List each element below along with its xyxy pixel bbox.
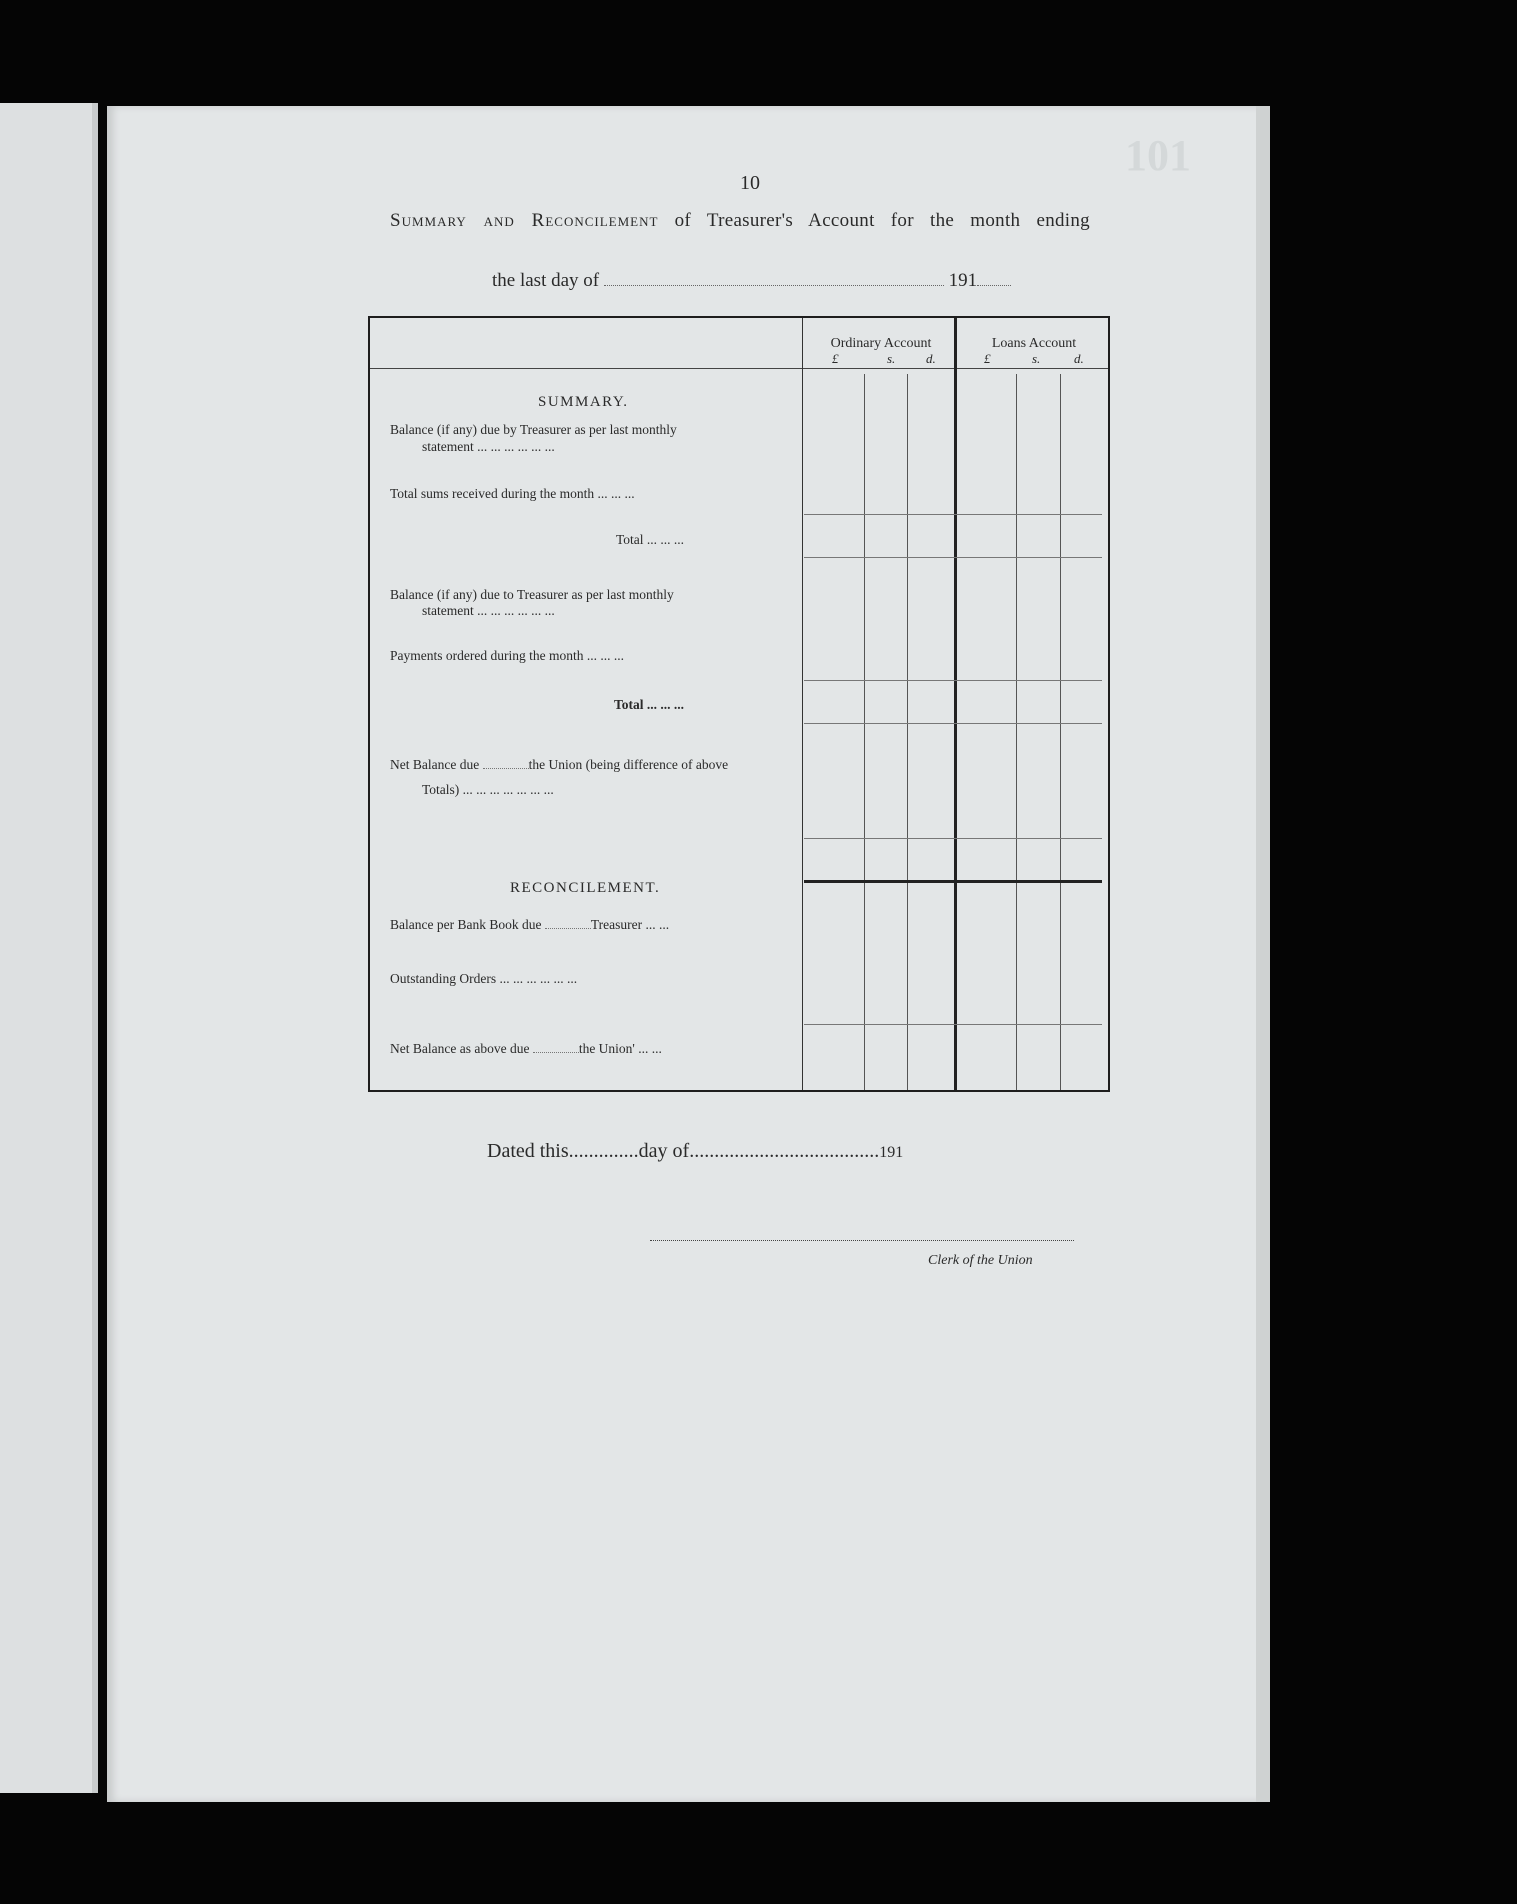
balance-due-to-line2: statement ... ... ... ... ... ... [422, 603, 555, 618]
loans-account-heading: Loans Account [991, 336, 1077, 351]
book-spine [92, 103, 98, 1793]
ordinary-account-heading: Ordinary Account [830, 336, 932, 351]
bank-book-b: Treasurer ... ... [590, 917, 670, 932]
subheading-year: 191 [948, 270, 978, 291]
row-rule [804, 557, 1102, 558]
col-line [1060, 374, 1061, 1090]
net-balance-blank [483, 758, 529, 769]
unit-shillings-ordinary: s. [887, 351, 896, 366]
unit-pounds-loans: £ [984, 351, 991, 366]
net-above-row [390, 1040, 662, 1057]
dated-line [487, 1140, 903, 1163]
row-rule-thick [804, 880, 1102, 883]
heading-title: Summary and Reconcilement [390, 210, 659, 231]
row-rule [804, 723, 1102, 724]
bank-book-row [390, 916, 669, 933]
net-balance-line2: Totals) ... ... ... ... ... ... ... [422, 782, 554, 797]
row-rule [804, 680, 1102, 681]
net-above-blank [533, 1042, 579, 1053]
col-line [802, 318, 803, 1090]
row-rule [804, 1024, 1102, 1025]
total-received-row: Total sums received during the month ... ... ... [390, 486, 635, 501]
col-line [907, 374, 908, 1090]
dated-prefix: Dated this..............day of... [487, 1140, 705, 1162]
total-row-2: Total ... ... ... [614, 697, 685, 712]
form-subheading [492, 270, 1011, 292]
signature-line [650, 1238, 1074, 1241]
dated-year: 191 [879, 1144, 904, 1161]
page-edge [1256, 106, 1270, 1802]
row-rule [804, 838, 1102, 839]
payments-ordered-row: Payments ordered during the month ... ... ... [390, 648, 624, 663]
account-table [368, 316, 1110, 1092]
net-balance-b: the Union (being difference of above [528, 757, 729, 772]
net-above-b: the Union' ... ... [578, 1041, 662, 1056]
bank-book-blank [545, 918, 591, 929]
reconcilement-title: RECONCILEMENT. [510, 880, 661, 896]
balance-due-by-line2: statement ... ... ... ... ... ... [422, 439, 555, 454]
unit-pence-loans: d. [1074, 351, 1084, 366]
outstanding-orders-row: Outstanding Orders ... ... ... ... ... ... [390, 971, 578, 986]
net-balance-a: Net Balance due [390, 757, 480, 772]
bank-book-a: Balance per Bank Book due [390, 917, 542, 932]
dated-dots: ................................... [704, 1140, 880, 1162]
summary-title: SUMMARY. [538, 394, 629, 410]
ghost-page-number: 101 [1125, 131, 1191, 180]
unit-shillings-loans: s. [1032, 351, 1041, 366]
unit-pence-ordinary: d. [926, 351, 936, 366]
page-number: 10 [740, 172, 760, 194]
total-row-1: Total ... ... ... [616, 532, 685, 547]
col-line [1016, 374, 1017, 1090]
date-blank [604, 271, 944, 286]
form-heading [390, 210, 1090, 232]
left-page [0, 103, 98, 1793]
subheading-prefix: the last day of [492, 270, 600, 291]
heading-rest: of Treasurer's Account for the month ending [674, 210, 1090, 231]
year-blank [977, 271, 1011, 286]
header-divider [370, 368, 1108, 369]
balance-due-to-line1: Balance (if any) due to Treasurer as per last monthly [390, 587, 674, 602]
balance-due-by-line1: Balance (if any) due by Treasurer as per last monthly [390, 422, 677, 437]
net-above-a: Net Balance as above due [390, 1041, 530, 1056]
signature-caption: Clerk of the Union [928, 1253, 1033, 1268]
net-balance-line1 [390, 756, 728, 773]
col-line [864, 374, 865, 1090]
col-line-thick [954, 318, 957, 1090]
unit-pounds-ordinary: £ [832, 351, 839, 366]
row-rule [804, 514, 1102, 515]
